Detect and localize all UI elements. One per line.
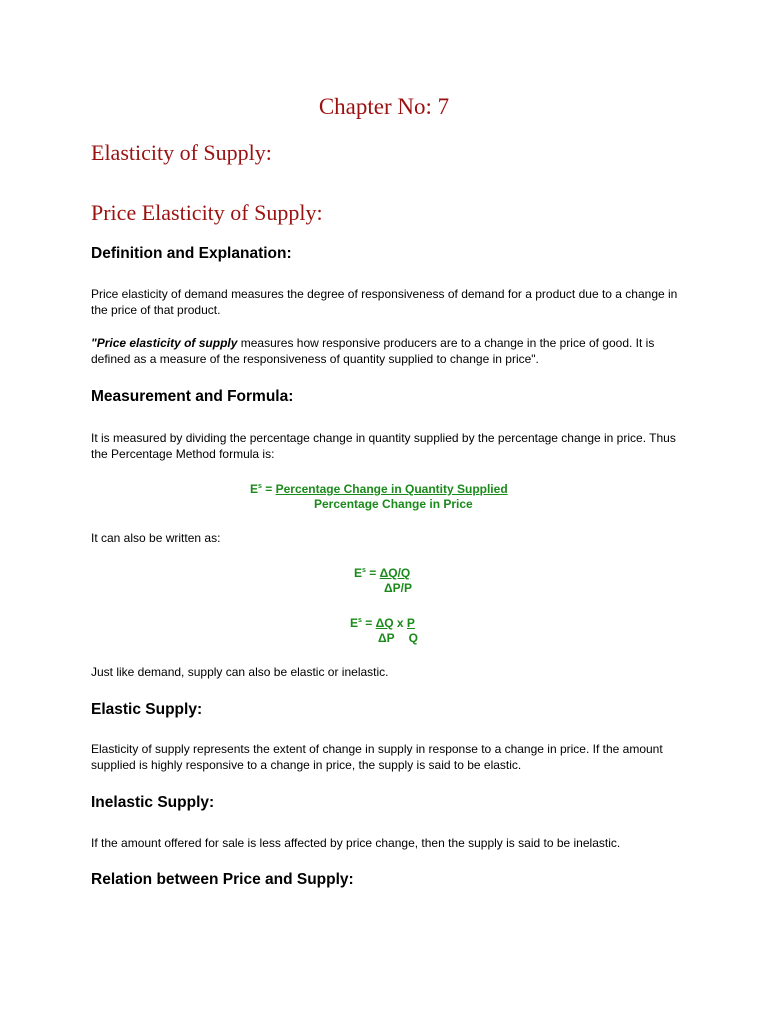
quote-rest-text: measures how responsive producers are to a change in the price of good. It is defined as a measure of the responsiveness of quantity supplied to change in price". <box>91 336 655 366</box>
chapter-title: Chapter No: 7 <box>318 94 450 119</box>
elastic-paragraph: Elasticity of supply represents the extent of change in supply in response to a change in price. If the amount supplied is highly responsive to a change in price, the supply is said to be elastic. <box>91 742 663 772</box>
inelastic-paragraph: If the amount offered for sale is less affected by price change, then the supply is said to be inelastic. <box>91 836 621 850</box>
formula-percentage-method <box>250 479 508 512</box>
also-written-text: It can also be written as: <box>91 531 221 545</box>
formula-ratio-form <box>354 563 412 596</box>
section-title: Elasticity of Supply: <box>91 140 272 165</box>
elastic-heading: Elastic Supply: <box>91 701 203 718</box>
formula3-eq: = <box>361 616 376 630</box>
closing-text: Just like demand, supply can also be elastic or inelastic. <box>91 665 389 679</box>
measurement-heading: Measurement and Formula: <box>91 388 294 405</box>
formula1-lhs: E <box>250 482 259 496</box>
formula1-numerator: Percentage Change in Quantity Supplied <box>275 482 508 496</box>
formula1-denominator: Percentage Change in Price <box>314 497 473 511</box>
formula3-den2: Q <box>408 631 418 645</box>
formula1-eq: = <box>261 482 276 496</box>
formula1-sup: s <box>258 483 262 490</box>
definition-heading: Definition and Explanation: <box>91 245 292 262</box>
formula3-lhs: E <box>350 616 359 630</box>
inelastic-heading: Inelastic Supply: <box>91 794 215 811</box>
formula2-denominator: ΔP/P <box>384 581 412 595</box>
formula3-times: x <box>393 616 407 630</box>
formula2-eq: = <box>365 566 380 580</box>
quote-bold-text: "Price elasticity of supply <box>91 336 238 350</box>
formula3-num1: ΔQ <box>375 616 394 630</box>
formula3-den1: ΔP <box>378 631 395 645</box>
subsection-title: Price Elasticity of Supply: <box>91 200 323 225</box>
quote-paragraph <box>91 335 681 367</box>
formula3-num2: P <box>406 616 415 630</box>
formula2-lhs: E <box>354 566 363 580</box>
definition-paragraph: Price elasticity of demand measures the degree of responsiveness of demand for a product due to a change in the price of that product. <box>91 287 678 317</box>
formula2-numerator: ΔQ/Q <box>379 566 411 580</box>
measurement-paragraph: It is measured by dividing the percentage change in quantity supplied by the percentage change in price. Thus the Percentage Method formula is: <box>91 431 676 461</box>
formula-product-form <box>350 613 418 646</box>
formula3-sup: s <box>358 617 362 624</box>
formula2-sup: s <box>362 567 366 574</box>
relation-heading: Relation between Price and Supply: <box>91 871 354 888</box>
